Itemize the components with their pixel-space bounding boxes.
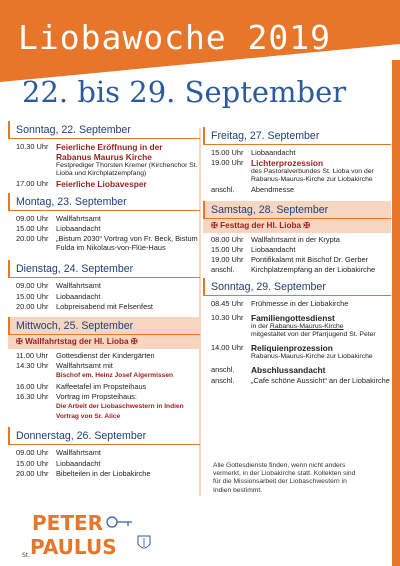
schedule-entry [8,179,200,189]
entry-time: 15.00 Uhr [211,244,244,254]
day-heading-saturday-28: Samstag, 28. September [203,201,391,219]
schedule-entry [8,142,200,178]
entry-text: „Bistum 2030“ Vortrag von Fr. Beck, Bistum Fulda im Nikolaus-von-Flüe-Haus [56,234,198,253]
entry-text: „Cafe schöne Aussicht“ an der Liobakirche [251,376,390,386]
schedule-entry [203,299,391,308]
entry-time: 08.00 Uhr [211,234,244,244]
left-schedule-column [8,118,200,479]
shield-icon [138,536,150,548]
entry-title: Feierliche Liobavesper [56,179,147,190]
schedule-entry [203,158,391,184]
schedule-entry [203,265,391,274]
schedule-entry [8,351,200,360]
entry-time: 16.00 Uhr [16,381,49,391]
entry-highlight: Bischof em. Heinz Josef Algermissen [56,372,174,380]
entry-text: Wallfahrtsamt [56,213,101,223]
entry-text: Wallfahrtsamt [56,448,101,458]
entry-title: Reliquienprozession [251,342,333,353]
entry-text: Gottesdienst der Kindergärten [56,351,155,361]
logo-word-peter: PETER [32,511,104,535]
entry-title: Lichterprozession [251,158,324,169]
entry-text: Vortrag im Propsteihaus: [56,391,137,401]
schedule-entry [8,224,200,233]
day-heading-sunday-22: Sonntag, 22. September [8,121,200,139]
entry-text: Liobaandacht [251,148,296,157]
day-heading-sunday-29: Sonntag, 29. September [203,278,391,296]
schedule-entry [8,234,200,252]
logo-prefix: St. [22,552,31,559]
entry-text: Kirchplatzempfang an der Liobakirche [251,265,376,275]
entry-title: Familiengottesdienst [251,312,335,323]
schedule-entry [203,235,391,244]
entry-time: 15.00 Uhr [211,148,244,157]
schedule-entry [8,292,200,301]
entry-text: Kaffeetafel im Propsteihaus [56,381,147,391]
right-schedule-column [203,124,391,386]
entry-time: anschl. [211,376,235,386]
entry-subtext: Festprediger Thorsten Kremer (Kirchenchor St. Lioba und Kirchplatzempfang) [56,162,198,178]
entry-text: Frühmesse in der Liobakirche [251,299,349,309]
entry-time: 19.00 Uhr [211,158,244,168]
entry-time: 20.00 Uhr [16,301,49,311]
entry-time: 17.00 Uhr [16,179,49,189]
schedule-entry [8,214,200,223]
schedule-entry [8,361,200,380]
schedule-entry [8,281,200,290]
entry-text: Wallfahrtsamt in der Krypta [251,234,340,244]
entry-time: 14.30 Uhr [16,361,49,371]
entry-time: anschl. [211,365,235,375]
schedule-entry [8,469,200,478]
entry-time: 20.00 Uhr [16,234,49,244]
entry-text: Liobaandacht [56,291,101,301]
entry-time: 10.30 Uhr [16,142,49,151]
feast-banner-lioba-feast: ✠ Festtag der Hl. Lioba ✠ [203,219,391,233]
key-icon [107,517,132,527]
entry-time: 16.30 Uhr [16,391,49,401]
entry-text: Wallfahrtsamt [56,281,101,291]
schedule-entry [8,459,200,468]
entry-text: Bibelteilen in der Liobakirche [56,468,151,478]
entry-time: 15.00 Uhr [16,458,49,468]
day-heading-friday-27: Freitag, 27. September [203,127,391,145]
entry-subtext: mitgestaltet von der Pfarrjugend St. Peter [251,330,376,338]
schedule-entry [203,376,391,385]
entry-title: Abschlussandacht [251,365,326,376]
entry-subtext: Rabanus-Maurus-Kirche zur Liobakirche [251,353,373,361]
entry-time: 15.00 Uhr [16,223,49,233]
entry-text: Wallfahrtsamt mit [56,361,113,371]
entry-time: 19.00 Uhr [211,255,244,265]
entry-time: 15.00 Uhr [16,291,49,301]
entry-time: 14.00 Uhr [211,342,244,352]
entry-time: 11.00 Uhr [16,351,48,361]
day-heading-tuesday-24: Dienstag, 24. September [8,260,200,278]
entry-time: anschl. [211,265,235,275]
entry-subtext: in der [251,322,269,330]
entry-text: Abendmesse [251,185,295,195]
entry-text: Liobaandacht [56,223,101,233]
schedule-entry [203,185,391,194]
poster-title: Liobawoche 2019 [18,18,332,57]
schedule-entry [8,448,200,457]
day-heading-monday-23: Montag, 23. September [8,193,200,211]
entry-time: 09.00 Uhr [16,213,49,223]
entry-text: Liobaandacht [56,458,101,468]
entry-time: 09.00 Uhr [16,448,49,458]
schedule-entry [203,343,391,361]
peter-paulus-logo [20,508,170,560]
schedule-entry [203,148,391,157]
entry-subtext-underlined: Rabanus-Maurus-Kirche [269,322,344,330]
entry-time: 08.45 Uhr [211,299,244,309]
entry-time: 20.00 Uhr [16,468,49,478]
day-heading-thursday-26: Donnerstag, 26. September [8,427,200,445]
entry-text: Liobaandacht [251,244,296,254]
logo-word-paulus: PAULUS [30,535,117,559]
feast-banner-pilgrimage-day: ✠ Wallfahrtstag der Hl. Lioba ✠ [8,335,200,349]
entry-text: Pontifikalamt mit Bischof Dr. Gerber [251,255,369,265]
schedule-entry [8,302,200,311]
footnote: Alle Gottesdienste finden, wenn nicht anders vermerkt, in der Liobakirche statt. Kollekten sind für die Missionsarbeit der Liobaschwestern in Indien bestimmt. [213,462,356,494]
date-range-heading: 22. bis 29. September [22,75,347,109]
entry-time: 09.00 Uhr [16,281,49,291]
schedule-entry [203,245,391,254]
entry-time: 10.30 Uhr [211,312,244,322]
schedule-entry [203,365,391,375]
schedule-entry [8,392,200,422]
schedule-entry [203,255,391,264]
entry-time: anschl. [211,185,235,195]
schedule-entry [8,382,200,391]
schedule-entry [203,313,391,339]
entry-subtext: des Pastoralverbundes St. Lioba von der Rabanus-Maurus-Kirche zur Liobakirche [251,168,374,184]
entry-title: Feierliche Eröffnung in der Rabanus Maurus Kirche [56,142,163,163]
day-heading-wednesday-25: Mittwoch, 25. September [8,317,200,335]
entry-highlight: Die Arbeit der Liobaschwestern in Indien Vortrag von Sr. Alice [56,403,184,421]
entry-text: Lobpreisabend mit Felsenfest [56,301,153,311]
